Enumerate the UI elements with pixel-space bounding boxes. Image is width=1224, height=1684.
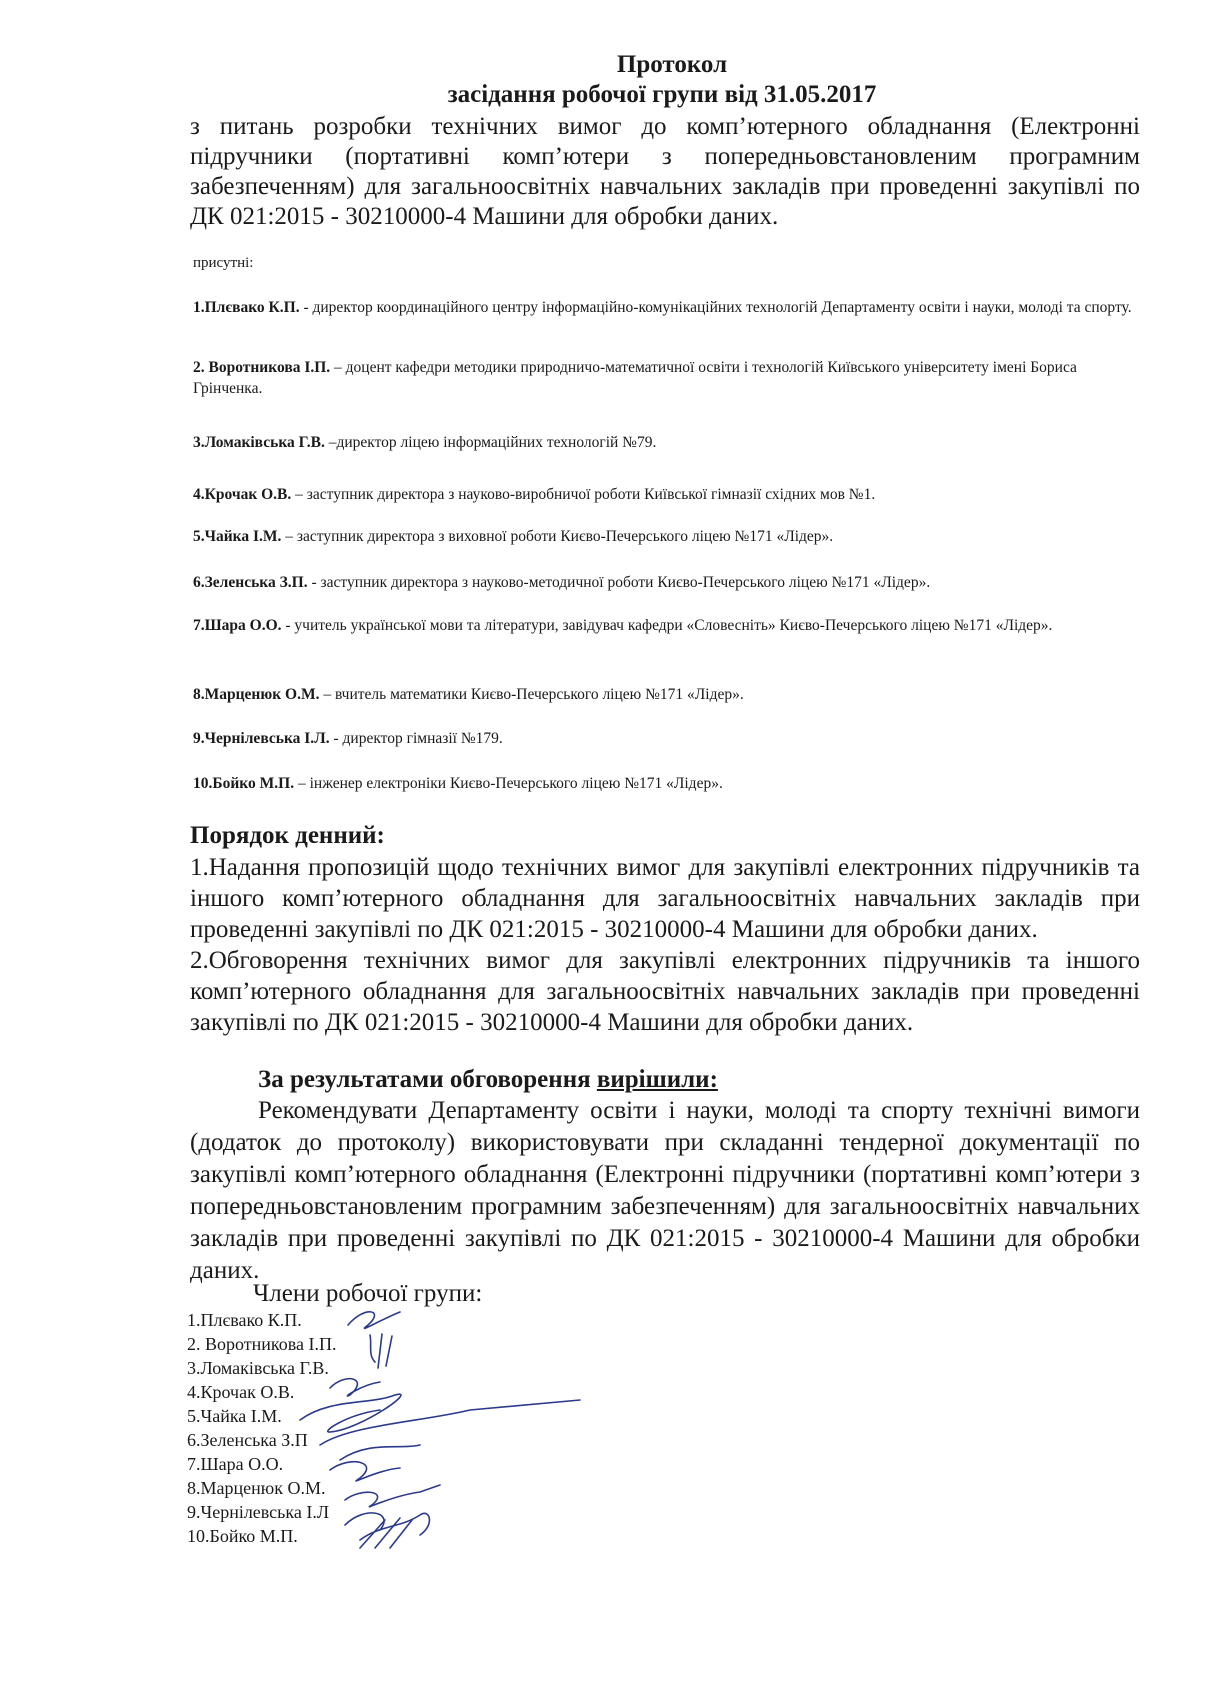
agenda-section [190, 820, 1140, 1038]
topic-paragraph: з питань розробки технічних вимог до комп’ютерного обладнання (Електронні підручники (портативні комп’ютери з попередньовстановленим програмним забезпеченням) для загальноосвітніх навчальних закладів при проведенні закупівлі по ДК 021:2015 - 30210000-4 Машини для обробки даних. [190, 113, 1140, 230]
agenda-item: 1.Надання пропозицій щодо технічних вимог для закупівлі електронних підручників та іншого комп’ютерного обладнання для загальноосвітніх навчальних закладів при проведенні закупівлі по ДК 021:2015 - 30210000-4 Машини для обробки даних. [190, 854, 1140, 943]
attendee-item [193, 615, 1133, 636]
document-subtitle: засідання робочої групи від 31.05.2017 [447, 81, 877, 108]
attendee-item [193, 728, 1133, 749]
document-title: Протокол [616, 51, 728, 78]
member-item: 3.Ломаківська Г.В. [187, 1358, 329, 1378]
attendee-item [193, 526, 1133, 547]
attendee-name: 6.Зеленська З.П. [193, 574, 308, 591]
attendee-item [193, 357, 1133, 399]
member-item: 2. Воротникова І.П. [187, 1334, 337, 1354]
present-label: присутні: [193, 255, 254, 271]
members-title: Члени робочої групи: [253, 1280, 483, 1307]
title-block [0, 50, 1224, 110]
attendee-item [193, 297, 1133, 318]
agenda-heading: Порядок денний: [190, 822, 385, 849]
attendee-role: – заступник директора з науково-виробничої роботи Київської гімназії східних мов №1. [291, 486, 876, 503]
member-item: 1.Плєвако К.П. [187, 1310, 302, 1330]
attendee-role: – інженер електроніки Києво-Печерського ліцею №171 «Лідер». [294, 775, 723, 792]
agenda-item: 2.Обговорення технічних вимог для закупівлі електронних підручників та іншого комп’ютерного обладнання для загальноосвітніх навчальних закладів при проведенні закупівлі по ДК 021:2015 - 30210000-4 Машини для обробки даних. [190, 947, 1140, 1036]
attendee-role: - учитель української мови та літератури, завідувач кафедри «Словесніть» Києво-Печерського ліцею №171 «Лідер». [281, 617, 1053, 634]
member-item: 9.Чернілевська І.Л [187, 1502, 330, 1522]
attendee-role: - директор координаційного центру інформаційно-комунікаційних технологій Департаменту освіти і науки, молоді та спорту. [299, 299, 1132, 316]
attendee-item [193, 684, 1133, 705]
attendee-name: 5.Чайка І.М. [193, 528, 282, 545]
member-item: 8.Марценюк О.М. [187, 1478, 326, 1498]
member-item: 5.Чайка І.М. [187, 1406, 282, 1426]
attendee-role: – доцент кафедри методики природничо-математичної освіти і технологій Київського університету імені Бориса Грінченка. [193, 359, 1077, 397]
attendee-name: 3.Ломаківська Г.В. [193, 434, 325, 451]
attendee-name: 10.Бойко М.П. [193, 775, 295, 792]
member-item: 6.Зеленська З.П [187, 1430, 308, 1450]
decision-section [190, 1065, 1140, 1287]
attendee-role: – вчитель математики Києво-Печерського ліцею №171 «Лідер». [319, 686, 744, 703]
attendee-item [193, 484, 1133, 505]
attendee-name: 7.Шара О.О. [193, 617, 282, 634]
member-item: 4.Крочак О.В. [187, 1382, 295, 1402]
member-item: 7.Шара О.О. [187, 1454, 284, 1474]
member-item: 10.Бойко М.П. [187, 1526, 298, 1546]
members-section [187, 1280, 687, 1548]
attendee-item [193, 572, 1133, 593]
attendee-name: 8.Марценюк О.М. [193, 686, 320, 703]
decision-heading-prefix: За результатами обговорення [258, 1066, 597, 1093]
attendee-role: – заступник директора з виховної роботи Києво-Печерського ліцею №171 «Лідер». [281, 528, 834, 545]
attendee-name: 2. Воротникова І.П. [193, 359, 331, 376]
attendee-role: –директор ліцею інформаційних технологій №79. [324, 434, 657, 451]
attendee-item [193, 773, 1133, 794]
attendee-role: - директор гімназії №179. [329, 730, 503, 747]
attendee-name: 9.Чернілевська І.Л. [193, 730, 330, 747]
attendee-name: 4.Крочак О.В. [193, 486, 292, 503]
decision-heading [190, 1065, 1140, 1095]
attendee-item [193, 432, 1133, 453]
attendee-role: - заступник директора з науково-методичної роботи Києво-Печерського ліцею №171 «Лідер». [307, 574, 931, 591]
attendee-name: 1.Плєвако К.П. [193, 299, 300, 316]
decision-text: Рекомендувати Департаменту освіти і науки, молоді та спорту технічні вимоги (додаток до протоколу) використовувати при складанні тендерної документації по закупівлі комп’ютерного обладнання (Електронні підручники (портативні комп’ютери з попередньовстановленим програмним забезпеченням) для загальноосвітніх навчальних закладів при проведенні закупівлі по ДК 021:2015 - 30210000-4 Машини для обробки даних. [190, 1097, 1140, 1284]
decision-heading-keyword: вирішили: [596, 1066, 718, 1093]
